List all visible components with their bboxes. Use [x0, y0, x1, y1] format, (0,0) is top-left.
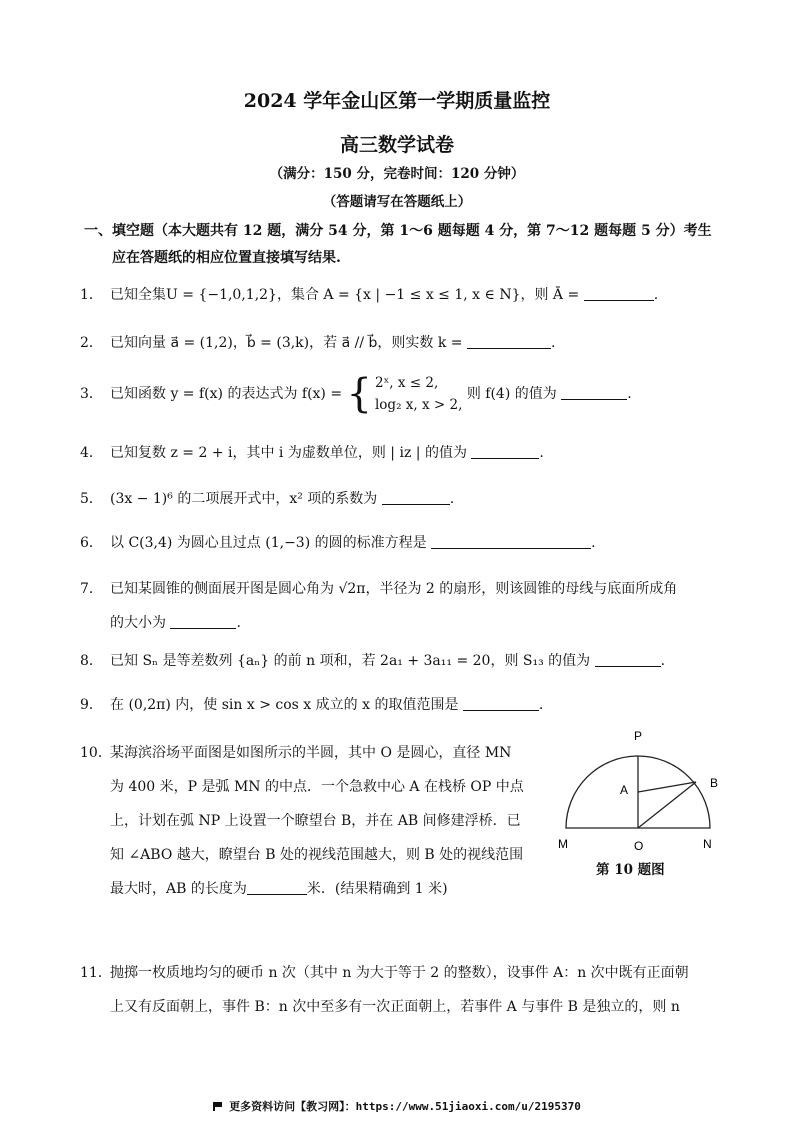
- question-line-3: 上，计划在弧 NP 上设置一个瞭望台 B，并在 AB 间修建浮桥．已: [110, 813, 521, 829]
- question-1: [80, 284, 658, 306]
- question-tail: .: [538, 697, 544, 713]
- question-number: 7．: [80, 581, 103, 597]
- question-text: (3x − 1)⁶ 的二项展开式中，x² 项的系数为: [110, 491, 378, 507]
- section-line-1: 一、填空题（本大题共有 12 题，满分 54 分，第 1～6 题每题 4 分，第 7～12 题每题 5 分）考生: [84, 223, 712, 239]
- question-text: 已知 Sₙ 是等差数列 {aₙ} 的前 n 项和，若 2a₁ + 3a₁₁ = 20，则 S₁₃ 的值为: [110, 653, 591, 669]
- question-number: 10．: [80, 745, 112, 761]
- segment-ob: [638, 782, 696, 828]
- question-number: 8．: [80, 653, 103, 669]
- question-6: [80, 532, 596, 554]
- question-7: [80, 578, 677, 600]
- exam-title: 2024 学年金山区第一学期质量监控: [243, 90, 551, 112]
- question-line-5a: 最大时，AB 的长度为: [110, 881, 247, 897]
- question-line-4: 知 ∠ABO 越大，瞭望台 B 处的视线范围越大，则 B 处的视线范围: [110, 847, 524, 863]
- question-tail: .: [653, 287, 659, 303]
- answer-blank[interactable]: [247, 880, 307, 895]
- answer-blank[interactable]: [561, 385, 627, 400]
- answer-blank[interactable]: [595, 652, 661, 667]
- label-a: A: [620, 783, 629, 797]
- question-text: 已知向量 a⃗ = (1,2)，b⃗ = (3,k)，若 a⃗ // b⃗，则实数 k =: [110, 335, 463, 351]
- question-text: 已知函数 y = f(x) 的表达式为 f(x) =: [110, 386, 343, 402]
- question-number: 2．: [80, 335, 103, 351]
- question-8: [80, 650, 665, 672]
- question-text: 已知全集U = {−1,0,1,2}，集合 A = {x | −1 ≤ x ≤ 1, x ∈ N}，则 Ā =: [110, 287, 580, 303]
- question-number: 11．: [80, 965, 112, 981]
- question-number: 6．: [80, 535, 103, 551]
- answer-blank[interactable]: [467, 334, 551, 349]
- question-tail: .: [236, 615, 241, 631]
- label-b: B: [710, 776, 719, 790]
- question-text-post: 则 f(4) 的值为: [466, 386, 557, 402]
- piecewise-function: [347, 372, 463, 416]
- answer-sheet-note: （答题请写在答题纸上）: [322, 194, 472, 210]
- answer-blank[interactable]: [584, 286, 654, 301]
- brace-symbol: {: [346, 371, 372, 417]
- label-n: N: [703, 837, 712, 851]
- label-o: O: [634, 839, 644, 853]
- question-text: 已知复数 z = 2 + i，其中 i 为虚数单位，则 | iz | 的值为: [110, 445, 467, 461]
- section-fill-in-instructions: [84, 218, 724, 272]
- answer-blank[interactable]: [431, 534, 591, 549]
- answer-blank[interactable]: [471, 444, 539, 459]
- question-number: 3．: [80, 386, 103, 402]
- question-tail: .: [660, 653, 666, 669]
- figure-caption: 第 10 题图: [596, 862, 665, 878]
- question-line-1: 某海滨浴场平面图是如图所示的半圆，其中 O 是圆心，直径 MN: [110, 745, 512, 761]
- question-text: 以 C(3,4) 为圆心且过点 (1,−3) 的圆的标准方程是: [110, 535, 427, 551]
- question-3: [80, 372, 632, 416]
- question-line-5b: 米．(结果精确到 1 米): [306, 881, 448, 897]
- footer-link-text[interactable]: 更多资料访问【教习网】：https://www.51jiaoxi.com/u/2195370: [229, 1100, 581, 1113]
- question-tail: .: [627, 386, 632, 402]
- segment-ab: [638, 782, 696, 792]
- question-line-1: 抛掷一枚质地均匀的硬币 n 次（其中 n 为大于等于 2 的整数），设事件 A：n 次中既有正面朝: [110, 965, 689, 981]
- question-2: [80, 332, 555, 354]
- question-number: 5．: [80, 491, 103, 507]
- question-7-cont: [110, 612, 241, 634]
- exam-subtitle: 高三数学试卷: [339, 134, 454, 156]
- question-number: 4．: [80, 445, 103, 461]
- question-tail: .: [449, 491, 455, 507]
- question-number: 1．: [80, 287, 103, 303]
- question-line-2: 为 400 米，P 是弧 MN 的中点．一个急救中心 A 在栈桥 OP 中点: [110, 779, 524, 795]
- question-tail: .: [550, 335, 556, 351]
- question-11: [80, 956, 730, 1024]
- label-m: M: [558, 837, 568, 851]
- case-2: log₂ x, x > 2,: [374, 397, 463, 413]
- question-tail: .: [539, 445, 544, 461]
- question-text: 在 (0,2π) 内，使 sin x > cos x 成立的 x 的取值范围是: [110, 697, 459, 713]
- question-text: 已知某圆锥的侧面展开图是圆心角为 √2π，半径为 2 的扇形，则该圆锥的母线与底面所成角: [110, 581, 678, 597]
- question-tail: .: [591, 535, 596, 551]
- question-text: 的大小为: [110, 615, 166, 631]
- score-time-note: （满分：150 分，完卷时间：120 分钟）: [269, 166, 525, 182]
- answer-blank[interactable]: [382, 490, 450, 505]
- semicircle-diagram: [548, 728, 728, 858]
- question-5: [80, 488, 454, 510]
- flag-icon: [213, 1102, 225, 1111]
- question-number: 9．: [80, 697, 103, 713]
- label-p: P: [634, 729, 643, 743]
- question-line-2: 上又有反面朝上，事件 B：n 次中至多有一次正面朝上，若事件 A 与事件 B 是独立的，则 n: [110, 999, 680, 1015]
- section-line-2: 应在答题纸的相应位置直接填写结果.: [112, 250, 341, 266]
- question-10: [80, 736, 540, 906]
- question-4: [80, 442, 544, 464]
- answer-blank[interactable]: [463, 696, 539, 711]
- case-1: 2ˣ, x ≤ 2,: [374, 375, 439, 391]
- answer-blank[interactable]: [170, 614, 236, 629]
- footer: [0, 1098, 794, 1114]
- question-9: [80, 694, 543, 716]
